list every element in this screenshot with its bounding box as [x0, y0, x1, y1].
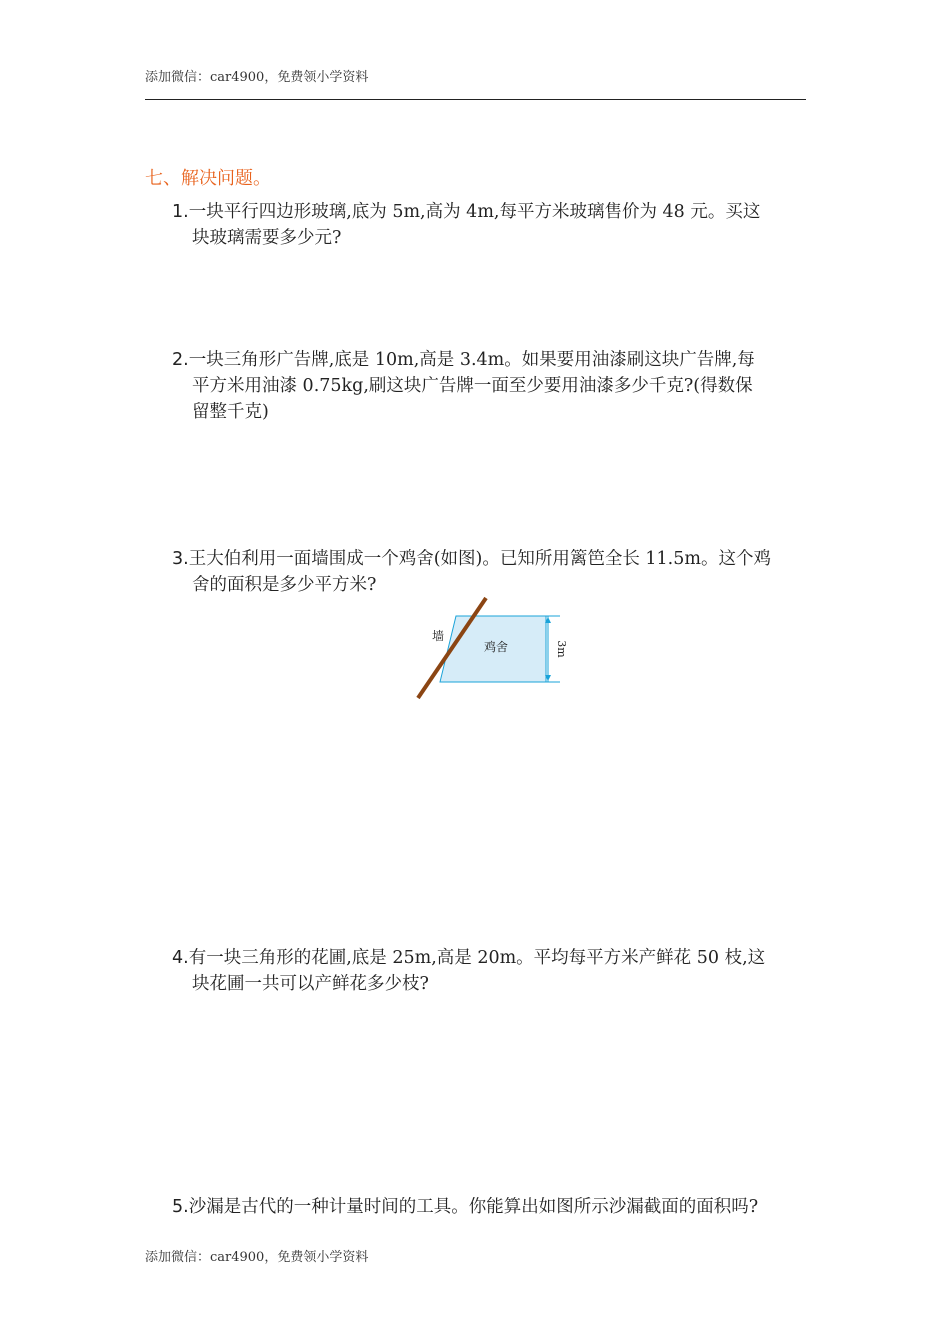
- problem-line: 沙漏是古代的一种计量时间的工具。你能算出如图所示沙漏截面的面积吗?: [188, 1197, 759, 1217]
- problem-line: 块花圃一共可以产鲜花多少枝?: [192, 974, 429, 994]
- height-label: 3m: [555, 640, 568, 658]
- problem-line: 留整千克): [192, 402, 269, 422]
- problem-line: 块玻璃需要多少元?: [192, 228, 342, 248]
- problem-number: 2.: [172, 350, 189, 370]
- header-text: 添加微信：car4900，免费领小学资料: [145, 70, 369, 85]
- problem-number: 5.: [172, 1197, 189, 1217]
- problem-4: [172, 945, 806, 997]
- coop-label: 鸡舍: [484, 640, 509, 654]
- problem-line: 一块平行四边形玻璃,底为 5m,高为 4m,每平方米玻璃售价为 48 元。买这: [188, 202, 761, 222]
- problem-number: 3.: [172, 549, 189, 569]
- section-title: 七、解决问题。: [145, 168, 271, 189]
- problem-line: 有一块三角形的花圃,底是 25m,高是 20m。平均每平方米产鲜花 50 枝,这: [188, 948, 766, 968]
- problem-number: 4.: [172, 948, 189, 968]
- problem-1: [172, 199, 806, 251]
- wall-label: 墙: [432, 629, 445, 643]
- problem-3: [172, 546, 806, 598]
- footer-text: 添加微信：car4900，免费领小学资料: [145, 1250, 369, 1265]
- chicken-coop-figure: [410, 594, 570, 704]
- problem-5: [172, 1194, 806, 1220]
- problem-number: 1.: [172, 202, 189, 222]
- problem-line: 平方米用油漆 0.75kg,刷这块广告牌一面至少要用油漆多少千克?(得数保: [192, 376, 753, 396]
- problem-2: [172, 347, 806, 425]
- problem-line: 舍的面积是多少平方米?: [192, 575, 377, 595]
- problem-line: 一块三角形广告牌,底是 10m,高是 3.4m。如果要用油漆刷这块广告牌,每: [188, 350, 755, 370]
- header-divider: [145, 99, 806, 100]
- problem-line: 王大伯利用一面墙围成一个鸡舍(如图)。已知所用篱笆全长 11.5m。这个鸡: [188, 549, 771, 569]
